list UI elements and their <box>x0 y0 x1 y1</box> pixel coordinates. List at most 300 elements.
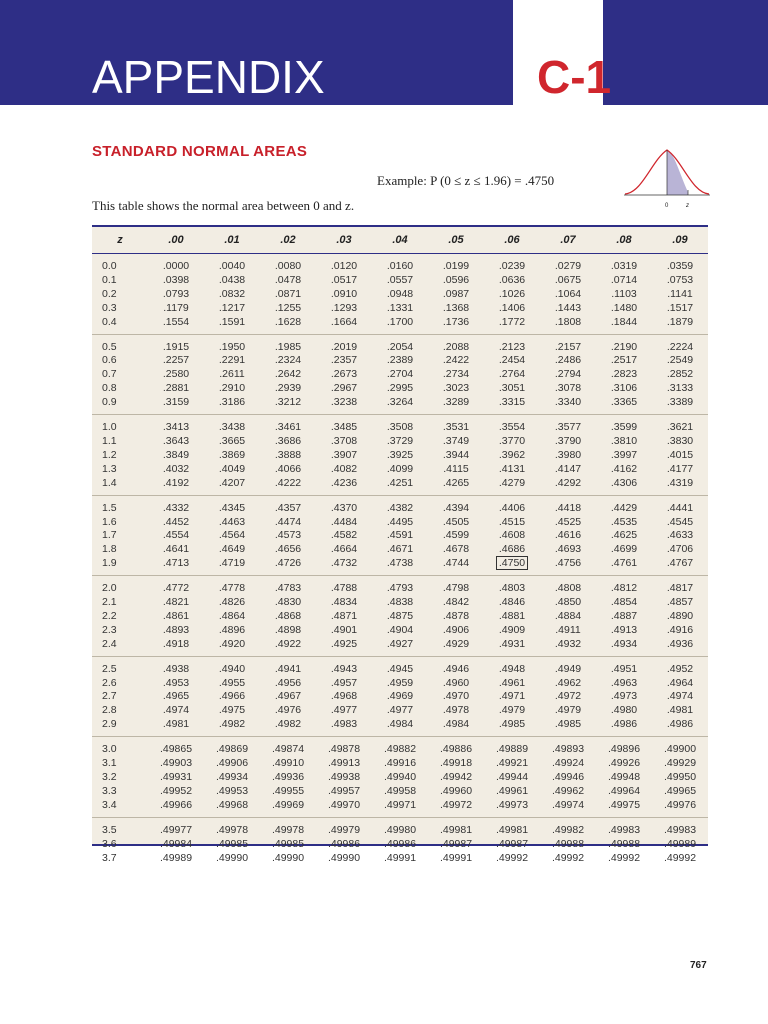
area-cell: .0398 <box>162 273 190 286</box>
area-cell: .0832 <box>218 287 246 300</box>
area-cell: .4936 <box>666 637 694 650</box>
area-cell: .1700 <box>386 315 414 328</box>
area-cell: .2291 <box>218 354 246 367</box>
table-row <box>92 838 708 852</box>
table-row <box>92 799 708 813</box>
area-cell: .3997 <box>610 448 638 461</box>
area-cell: .49953 <box>215 784 249 797</box>
area-cell: .4767 <box>666 557 694 570</box>
area-cell: .4971 <box>498 690 526 703</box>
z-value-cell: 1.6 <box>102 515 117 528</box>
area-cell: .4838 <box>386 596 414 609</box>
area-cell: .1443 <box>554 301 582 314</box>
column-header: .09 <box>652 227 708 254</box>
area-cell: .2910 <box>218 382 246 395</box>
area-cell: .4484 <box>330 515 358 528</box>
area-cell: .4986 <box>666 718 694 731</box>
area-cell: .0987 <box>442 287 470 300</box>
area-cell: .2794 <box>554 368 582 381</box>
area-cell: .2019 <box>330 340 358 353</box>
area-cell: .1406 <box>498 301 526 314</box>
area-cell: .4854 <box>610 596 638 609</box>
page-number: 767 <box>690 960 707 971</box>
area-cell: .4983 <box>330 718 358 731</box>
area-cell: .4871 <box>330 609 358 622</box>
area-cell: .49955 <box>271 784 305 797</box>
area-cell: .4812 <box>610 582 638 595</box>
area-cell: .49948 <box>607 771 641 783</box>
area-cell: .3729 <box>386 434 414 447</box>
area-cell: .4861 <box>162 609 190 622</box>
area-cell: .49921 <box>495 757 529 770</box>
area-cell: .4979 <box>498 704 526 717</box>
area-cell: .4783 <box>274 582 302 595</box>
area-cell: .4192 <box>162 476 190 489</box>
z-value-cell: 0.4 <box>102 315 117 328</box>
area-cell: .1915 <box>162 340 190 353</box>
area-cell: .2357 <box>330 354 358 367</box>
area-cell: .49903 <box>159 757 193 770</box>
area-cell: .4817 <box>666 582 694 595</box>
area-cell: .3133 <box>666 382 694 395</box>
area-cell: .4970 <box>442 690 470 703</box>
table-row <box>92 529 708 543</box>
area-cell: .4292 <box>554 476 582 489</box>
area-cell: .1141 <box>667 287 693 300</box>
area-cell: .2517 <box>610 354 638 367</box>
area-cell: .4850 <box>554 596 582 609</box>
area-cell: .49865 <box>159 743 193 756</box>
area-cell: .4890 <box>666 609 694 622</box>
area-cell: .49962 <box>551 784 585 797</box>
area-cell: .49916 <box>383 757 417 770</box>
area-cell: .0120 <box>330 260 358 272</box>
area-cell: .2224 <box>666 340 694 353</box>
table-description: This table shows the normal area between 0 and z. <box>92 198 355 213</box>
column-header: .05 <box>428 227 484 254</box>
area-cell: .3749 <box>442 434 470 447</box>
area-cell: .4955 <box>218 676 246 689</box>
area-cell: .3238 <box>330 396 358 409</box>
area-cell: .1879 <box>666 315 694 328</box>
z-value-cell: 2.2 <box>102 609 117 622</box>
area-cell: .0279 <box>554 260 582 272</box>
area-cell: .49992 <box>607 851 641 864</box>
z-value-cell: 1.9 <box>102 557 117 570</box>
header-banner <box>0 0 768 105</box>
area-cell: .4625 <box>610 529 638 542</box>
area-cell: .4719 <box>218 557 246 570</box>
label-z: z <box>686 203 689 209</box>
area-cell: .1026 <box>498 287 526 300</box>
area-cell: .49936 <box>271 771 305 783</box>
area-cell: .2422 <box>442 354 470 367</box>
area-cell: .49886 <box>439 743 473 756</box>
area-cell: .3907 <box>330 448 358 461</box>
area-cell: .4868 <box>274 609 302 622</box>
area-cell: .49938 <box>327 771 361 783</box>
area-cell: .2673 <box>330 368 358 381</box>
area-cell: .49934 <box>215 771 249 783</box>
table-row <box>92 316 708 330</box>
table-row <box>92 368 708 382</box>
area-cell: .4515 <box>498 515 526 528</box>
z-value-cell: 3.2 <box>102 771 117 783</box>
area-cell: .4943 <box>330 662 358 675</box>
table-row <box>92 463 708 477</box>
area-cell: .49985 <box>215 837 249 850</box>
column-header: .02 <box>260 227 316 254</box>
area-cell: .4582 <box>330 529 358 542</box>
area-cell: .1217 <box>218 301 246 314</box>
area-cell: .4967 <box>274 690 302 703</box>
area-cell: .49989 <box>159 851 193 864</box>
area-cell: .3554 <box>498 421 526 434</box>
area-cell: .0753 <box>666 273 694 286</box>
area-cell: .4608 <box>498 529 526 542</box>
area-cell: .49985 <box>271 837 305 850</box>
area-cell: .2324 <box>274 354 302 367</box>
area-cell: .4898 <box>274 623 302 636</box>
column-header: .01 <box>204 227 260 254</box>
area-cell: .4319 <box>666 476 694 489</box>
area-cell: .2157 <box>554 340 582 353</box>
area-cell: .1736 <box>442 315 470 328</box>
area-cell: .2823 <box>610 368 638 381</box>
area-cell: .1844 <box>610 315 638 328</box>
area-cell: .4535 <box>610 515 638 528</box>
area-cell: .4966 <box>218 690 246 703</box>
area-cell: .1554 <box>162 315 190 328</box>
table-row <box>92 382 708 396</box>
area-cell: .4906 <box>442 623 470 636</box>
area-cell: .3962 <box>498 448 526 461</box>
z-value-cell: 0.7 <box>102 368 117 381</box>
area-cell: .3508 <box>386 421 414 434</box>
column-header: .00 <box>148 227 204 254</box>
area-cell <box>484 557 540 571</box>
area-cell: .0040 <box>218 260 246 272</box>
area-cell: .49991 <box>439 851 473 864</box>
area-cell: .49978 <box>215 823 249 836</box>
area-cell: .3599 <box>610 421 638 434</box>
area-cell: .49950 <box>663 771 697 783</box>
area-cell: .49979 <box>327 823 361 836</box>
area-cell: .2734 <box>442 368 470 381</box>
table-row <box>92 704 708 718</box>
area-cell: .4982 <box>218 718 246 731</box>
area-cell: .0160 <box>386 260 414 272</box>
z-value-cell: 1.1 <box>102 434 117 447</box>
area-cell: .4929 <box>442 637 470 650</box>
z-value-cell: 3.7 <box>102 851 117 864</box>
area-cell: .4744 <box>442 557 470 570</box>
area-cell: .4641 <box>162 543 190 556</box>
table-row <box>92 543 708 557</box>
area-cell: .3790 <box>554 434 582 447</box>
area-cell: .4706 <box>666 543 694 556</box>
z-value-cell: 1.8 <box>102 543 117 556</box>
area-cell: .1664 <box>330 315 358 328</box>
area-cell: .3810 <box>610 434 638 447</box>
area-cell: .4306 <box>610 476 638 489</box>
area-cell: .1064 <box>554 287 582 300</box>
normal-areas-table <box>92 227 708 865</box>
area-cell: .4962 <box>554 676 582 689</box>
area-cell: .4633 <box>666 529 694 542</box>
area-cell: .4370 <box>330 501 358 514</box>
z-value-cell: 1.0 <box>102 421 117 434</box>
area-cell: .49978 <box>271 823 305 836</box>
area-cell: .3289 <box>442 396 470 409</box>
area-cell: .0239 <box>498 260 526 272</box>
area-cell: .4964 <box>666 676 694 689</box>
area-cell: .49957 <box>327 784 361 797</box>
area-cell: .2454 <box>498 354 526 367</box>
z-value-cell: 0.9 <box>102 396 117 409</box>
area-cell: .4972 <box>554 690 582 703</box>
area-cell: .4656 <box>274 543 302 556</box>
area-cell: .4916 <box>666 623 694 636</box>
area-cell: .4984 <box>386 718 414 731</box>
area-cell: .49906 <box>215 757 249 770</box>
area-cell: .2611 <box>219 368 245 381</box>
table-row <box>92 477 708 491</box>
area-cell: .4177 <box>666 462 694 475</box>
area-cell: .4265 <box>442 476 470 489</box>
area-cell: .0675 <box>554 273 582 286</box>
area-cell: .3078 <box>554 382 582 395</box>
area-cell: .4082 <box>330 462 358 475</box>
z-value-cell: 0.6 <box>102 354 117 367</box>
area-cell: .1293 <box>330 301 358 314</box>
z-value-cell: 3.3 <box>102 784 117 797</box>
area-cell: .4554 <box>162 529 190 542</box>
area-cell: .4222 <box>274 476 302 489</box>
area-cell: .4846 <box>498 596 526 609</box>
table-row <box>92 656 708 676</box>
area-cell: .4977 <box>386 704 414 717</box>
area-cell: .4904 <box>386 623 414 636</box>
area-cell: .4974 <box>666 690 694 703</box>
table-row <box>92 516 708 530</box>
area-cell: .4131 <box>498 462 526 475</box>
appendix-number: C-1 <box>537 51 612 103</box>
table-row <box>92 274 708 288</box>
table-row <box>92 354 708 368</box>
area-cell: .4960 <box>442 676 470 689</box>
area-cell: .49965 <box>663 784 697 797</box>
area-cell: .3770 <box>498 434 526 447</box>
area-cell: .2704 <box>386 368 414 381</box>
table-row <box>92 557 708 571</box>
area-cell: .4941 <box>274 662 302 675</box>
z-value-cell: 2.6 <box>102 676 117 689</box>
z-value-cell: 3.1 <box>102 757 117 770</box>
area-cell: .4984 <box>442 718 470 731</box>
area-cell: .0793 <box>162 287 190 300</box>
area-cell: .4826 <box>218 596 246 609</box>
area-cell: .4951 <box>610 662 638 675</box>
area-cell: .49940 <box>383 771 417 783</box>
area-cell: .49944 <box>495 771 529 783</box>
table-row <box>92 449 708 463</box>
area-cell: .4881 <box>498 609 526 622</box>
table-header-row <box>92 227 708 254</box>
area-cell: .0596 <box>442 273 470 286</box>
example-expression: P (0 ≤ z ≤ 1.96) = .4750 <box>430 173 555 188</box>
area-cell: .4418 <box>554 501 582 514</box>
example-prefix: Example: <box>377 173 431 188</box>
area-cell: .49974 <box>551 798 585 811</box>
table-row <box>92 757 708 771</box>
area-cell: .4032 <box>162 462 190 475</box>
table-row <box>92 817 708 837</box>
z-value-cell: 0.1 <box>102 273 117 286</box>
area-cell: .4778 <box>218 582 246 595</box>
area-cell: .3925 <box>386 448 414 461</box>
table-row <box>92 576 708 596</box>
z-value-cell: 3.4 <box>102 798 117 811</box>
area-cell: .0080 <box>274 260 302 272</box>
area-cell: .49984 <box>159 837 193 850</box>
area-cell: .49980 <box>383 823 417 836</box>
area-cell: .4979 <box>554 704 582 717</box>
area-cell: .3869 <box>218 448 246 461</box>
area-cell: .49988 <box>607 837 641 850</box>
area-cell: .0948 <box>386 287 414 300</box>
section-title: STANDARD NORMAL AREAS <box>92 143 308 160</box>
area-cell: .4251 <box>386 476 414 489</box>
area-cell: .4953 <box>162 676 190 689</box>
area-cell: .4887 <box>610 609 638 622</box>
area-cell: .49961 <box>495 784 529 797</box>
area-cell: .4977 <box>330 704 358 717</box>
area-cell: .4918 <box>162 637 190 650</box>
z-value-cell: 2.8 <box>102 704 117 717</box>
area-cell: .49926 <box>607 757 641 770</box>
area-cell: .4940 <box>218 662 246 675</box>
area-cell: .4909 <box>498 623 526 636</box>
area-cell: .4332 <box>162 501 190 514</box>
table-row <box>92 785 708 799</box>
area-cell: .49910 <box>271 757 305 770</box>
area-cell: .2852 <box>666 368 694 381</box>
area-cell: .4949 <box>554 662 582 675</box>
table-row <box>92 624 708 638</box>
area-cell: .49989 <box>663 837 697 850</box>
area-cell: .2486 <box>554 354 582 367</box>
area-cell: .4922 <box>274 637 302 650</box>
area-cell: .4985 <box>498 718 526 731</box>
area-cell: .49882 <box>383 743 417 756</box>
z-value-cell: 2.3 <box>102 623 117 636</box>
area-cell: .4573 <box>274 529 302 542</box>
area-cell: .2939 <box>274 382 302 395</box>
area-cell: .4732 <box>330 557 358 570</box>
area-cell: .2995 <box>386 382 414 395</box>
area-cell: .4699 <box>610 543 638 556</box>
area-cell: .3643 <box>162 434 190 447</box>
area-cell: .49952 <box>159 784 193 797</box>
area-cell: .3413 <box>162 421 190 434</box>
area-cell: .49977 <box>159 823 193 836</box>
z-value-cell: 0.3 <box>102 301 117 314</box>
area-cell: .49988 <box>551 837 585 850</box>
area-cell: .4808 <box>554 582 582 595</box>
area-cell: .49981 <box>439 823 473 836</box>
area-cell: .3686 <box>274 434 302 447</box>
area-cell: .4834 <box>330 596 358 609</box>
area-cell: .4474 <box>274 515 302 528</box>
area-cell: .2190 <box>610 340 638 353</box>
area-cell: .1628 <box>274 315 302 328</box>
area-cell: .49929 <box>663 757 697 770</box>
area-cell: .49976 <box>663 798 697 811</box>
area-cell: .4545 <box>666 515 694 528</box>
area-cell: .3461 <box>274 421 302 434</box>
area-cell: .4798 <box>442 582 470 595</box>
table-row <box>92 737 708 757</box>
area-cell: .1591 <box>218 315 246 328</box>
table-row <box>92 771 708 785</box>
area-cell: .49924 <box>551 757 585 770</box>
area-cell: .4505 <box>442 515 470 528</box>
area-cell: .4821 <box>162 596 190 609</box>
table-row <box>92 610 708 624</box>
area-cell: .49971 <box>383 798 417 811</box>
area-cell: .49946 <box>551 771 585 783</box>
table-row <box>92 396 708 410</box>
area-cell: .4925 <box>330 637 358 650</box>
area-cell: .4946 <box>442 662 470 675</box>
area-cell: .2549 <box>666 354 694 367</box>
z-value-cell: 0.5 <box>102 340 117 353</box>
area-cell: .3980 <box>554 448 582 461</box>
z-value-cell: 2.5 <box>102 662 117 675</box>
area-cell: .49918 <box>439 757 473 770</box>
area-cell: .4974 <box>162 704 190 717</box>
area-cell: .1808 <box>554 315 582 328</box>
area-cell: .3888 <box>274 448 302 461</box>
area-cell: .4564 <box>218 529 246 542</box>
area-cell: .49990 <box>271 851 305 864</box>
area-cell: .4948 <box>498 662 526 675</box>
area-cell: .49958 <box>383 784 417 797</box>
area-cell: .2054 <box>386 340 414 353</box>
area-cell: .4920 <box>218 637 246 650</box>
area-cell: .0359 <box>666 260 694 272</box>
z-value-cell: 1.2 <box>102 448 117 461</box>
area-cell: .3315 <box>498 396 526 409</box>
column-header: .03 <box>316 227 372 254</box>
area-cell: .4803 <box>498 582 526 595</box>
area-cell: .49986 <box>383 837 417 850</box>
area-cell: .4788 <box>330 582 358 595</box>
area-cell: .49896 <box>607 743 641 756</box>
table-row <box>92 596 708 610</box>
area-cell: .4463 <box>218 515 246 528</box>
area-cell: .4878 <box>442 609 470 622</box>
column-header-z: z <box>92 227 148 254</box>
area-cell: .3665 <box>218 434 246 447</box>
area-cell: .49878 <box>327 743 361 756</box>
area-cell: .0557 <box>386 273 414 286</box>
example-text <box>377 173 554 189</box>
area-cell: .3944 <box>442 448 470 461</box>
area-cell: .4345 <box>218 501 246 514</box>
area-cell: .49986 <box>327 837 361 850</box>
